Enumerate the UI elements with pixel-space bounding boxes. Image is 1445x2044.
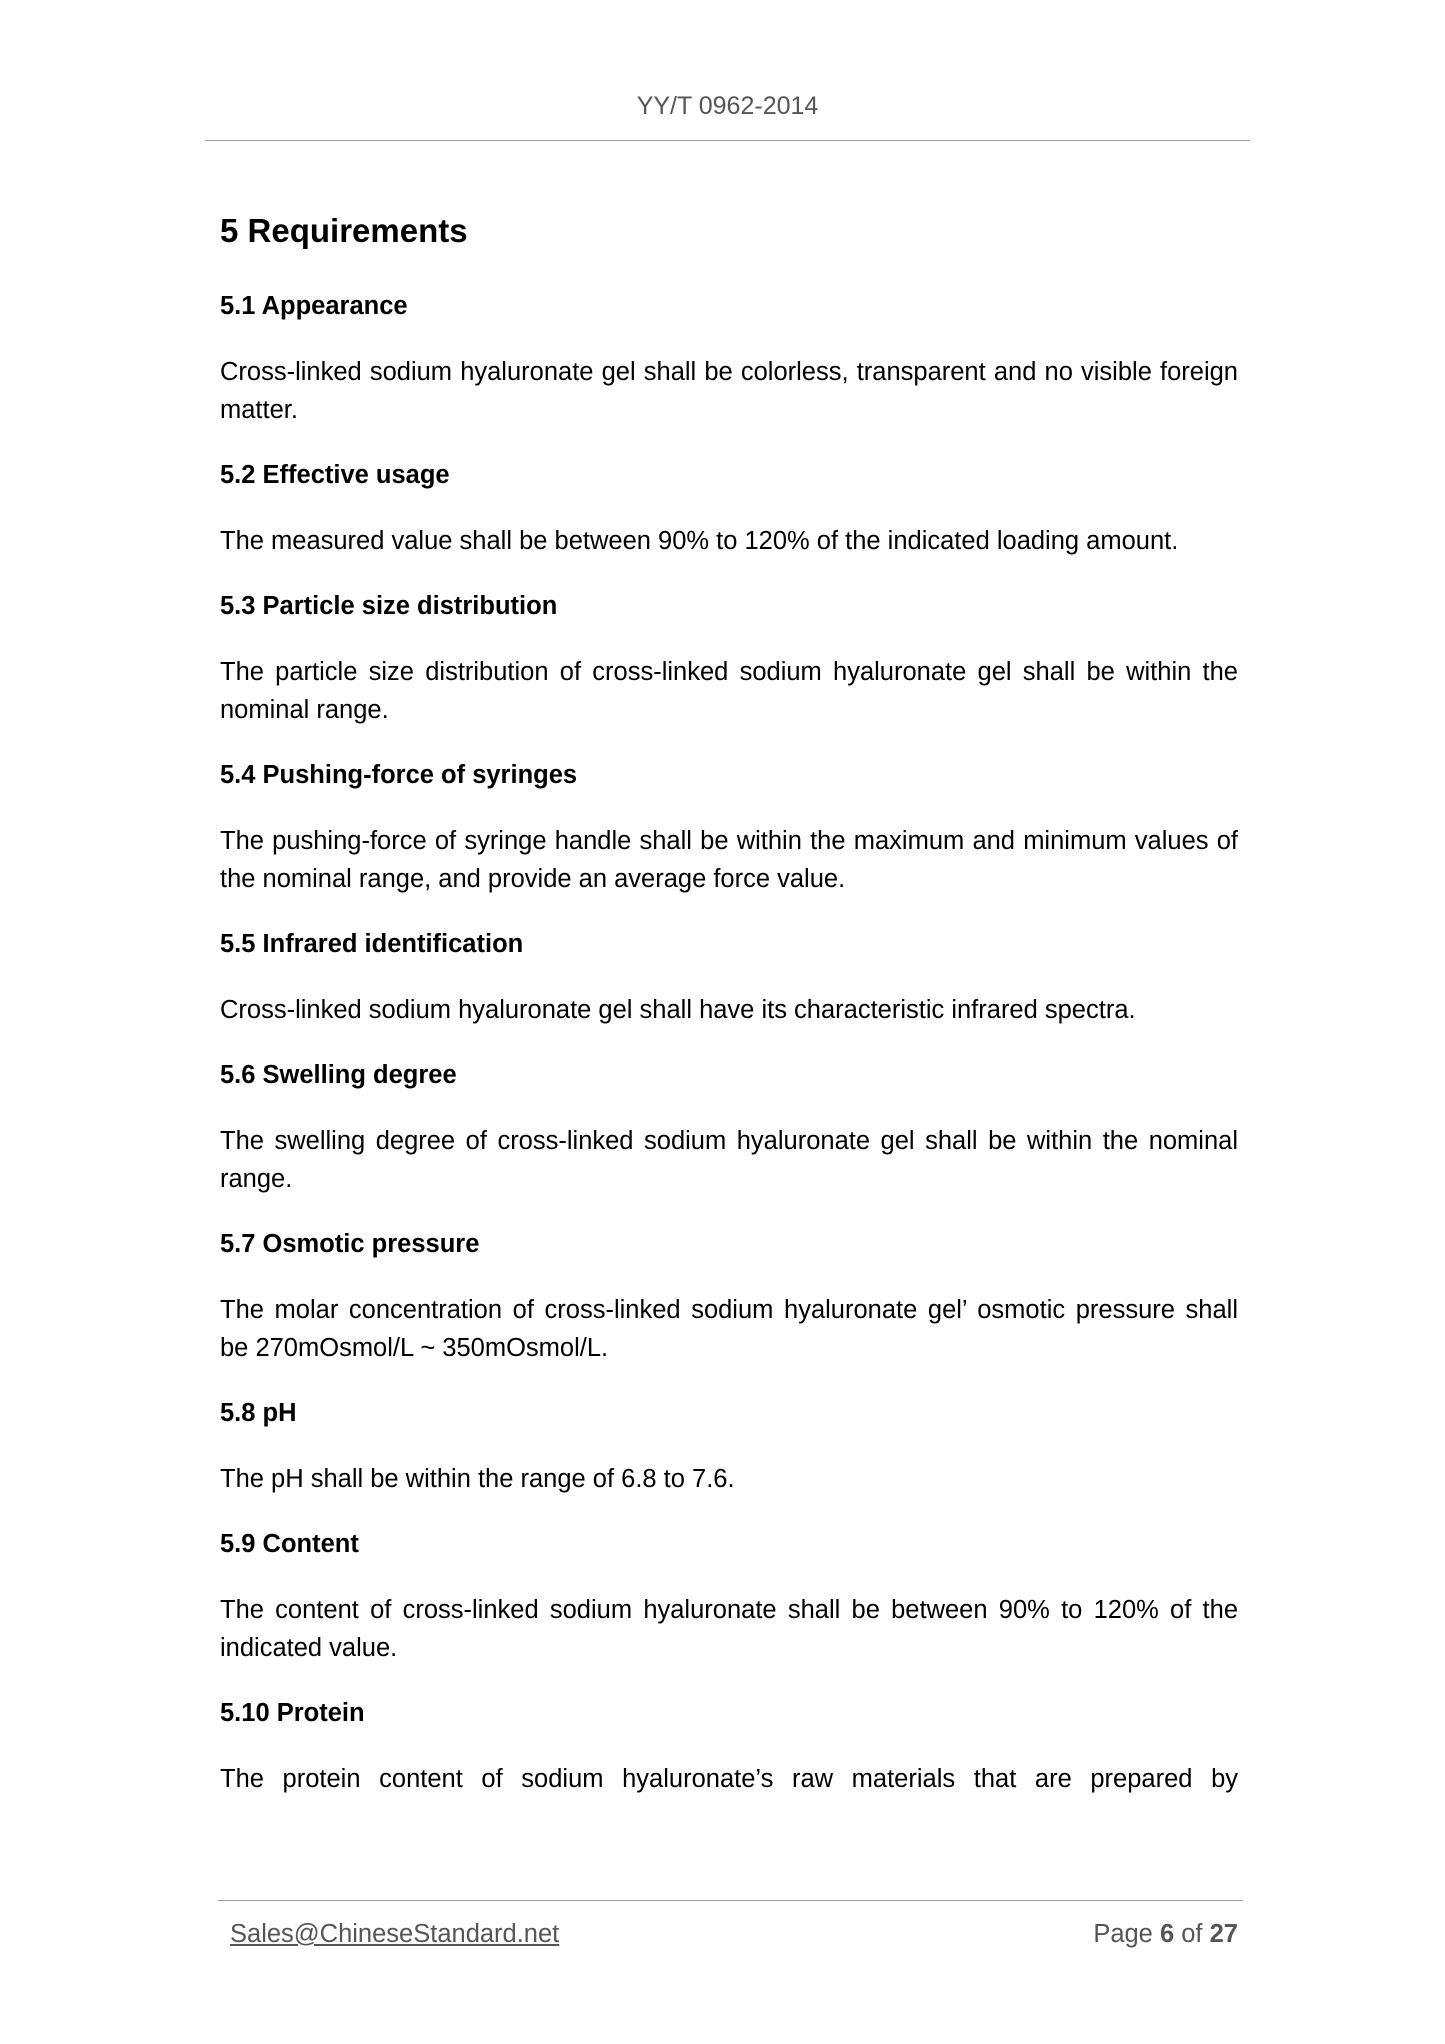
total-page-count: 27 <box>1209 1920 1238 1948</box>
subsection-text-infrared: Cross-linked sodium hyaluronate gel shall have its characteristic infrared spectra. <box>220 996 1136 1024</box>
subsection-heading-appearance: 5.1 Appearance <box>220 292 408 320</box>
subsection-text-protein: The protein content of sodium hyaluronate’s raw materials that are prepared by <box>220 1765 1238 1793</box>
subsection-text-appearance: Cross-linked sodium hyaluronate gel shall be colorless, transparent and no visible foreign matter. <box>220 358 1238 424</box>
document-body <box>220 205 1238 1825</box>
document-code: YY/T 0962-2014 <box>636 92 819 120</box>
subsection-text-content: The content of cross-linked sodium hyaluronate shall be between 90% to 120% of the indicated value. <box>220 1596 1238 1662</box>
subsection-text-osmotic: The molar concentration of cross-linked sodium hyaluronate gel’ osmotic pressure shall be 270mOsmol/L ~ 350mOsmol/L. <box>220 1296 1238 1362</box>
subsection-heading-ph: 5.8 pH <box>220 1399 297 1427</box>
page-footer <box>218 1900 1243 1961</box>
subsection-heading-protein: 5.10 Protein <box>220 1699 365 1727</box>
page-of-label: of <box>1181 1920 1203 1948</box>
section-title: 5 Requirements <box>220 212 468 249</box>
page-number <box>1093 1915 1238 1953</box>
subsection-text-effective-usage: The measured value shall be between 90% to 120% of the indicated loading amount. <box>220 527 1179 555</box>
subsection-heading-osmotic: 5.7 Osmotic pressure <box>220 1230 480 1258</box>
subsection-heading-swelling: 5.6 Swelling degree <box>220 1061 457 1089</box>
subsection-text-pushing-force: The pushing-force of syringe handle shall be within the maximum and minimum values of the nominal range, and provide an average force value. <box>220 827 1238 893</box>
subsection-text-particle-size: The particle size distribution of cross-linked sodium hyaluronate gel shall be within the nominal range. <box>220 658 1238 724</box>
subsection-heading-particle-size: 5.3 Particle size distribution <box>220 592 558 620</box>
subsection-text-ph: The pH shall be within the range of 6.8 to 7.6. <box>220 1465 735 1493</box>
subsection-heading-infrared: 5.5 Infrared identification <box>220 930 524 958</box>
sales-email-link[interactable]: Sales@ChineseStandard.net <box>230 1920 560 1948</box>
subsection-heading-content: 5.9 Content <box>220 1530 359 1558</box>
subsection-heading-effective-usage: 5.2 Effective usage <box>220 461 450 489</box>
subsection-heading-pushing-force: 5.4 Pushing-force of syringes <box>220 761 578 789</box>
subsection-text-swelling: The swelling degree of cross-linked sodium hyaluronate gel shall be within the nominal range. <box>220 1127 1238 1193</box>
page-header <box>205 86 1250 141</box>
page-label: Page <box>1093 1920 1153 1948</box>
current-page-number: 6 <box>1159 1920 1175 1948</box>
